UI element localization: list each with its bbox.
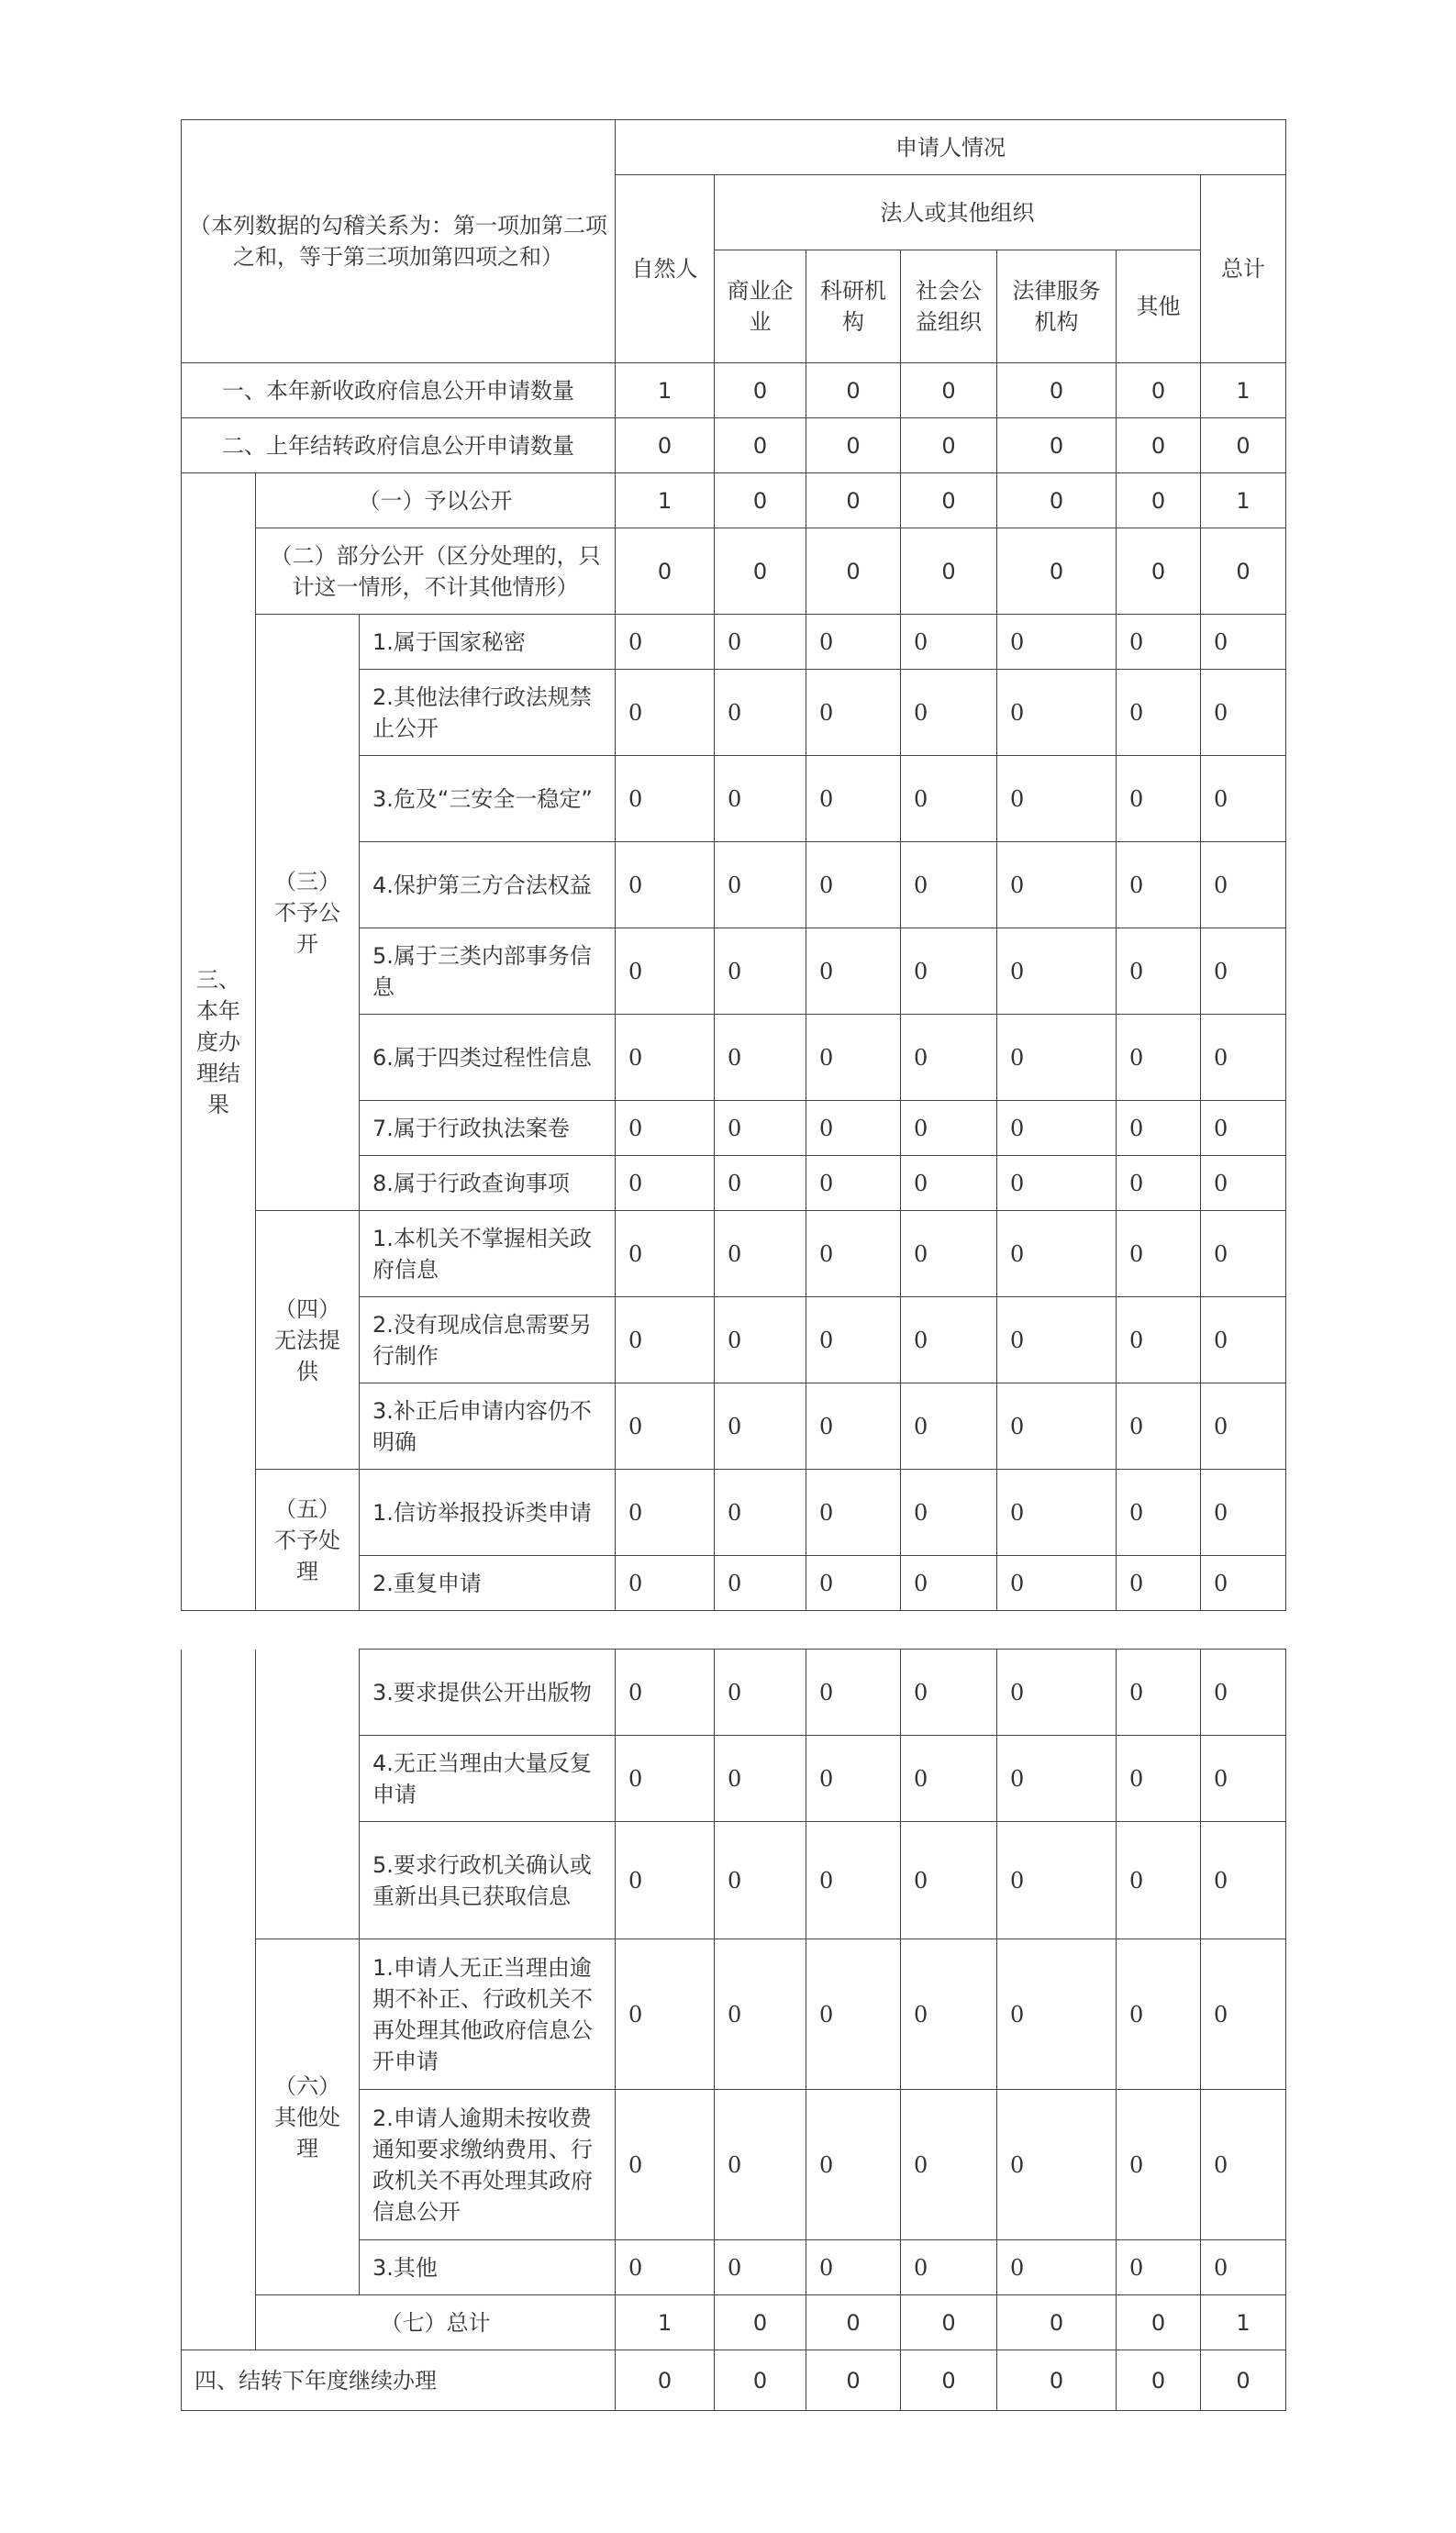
report-table-part1 bbox=[181, 119, 1286, 1611]
cell-value: 0 bbox=[901, 1650, 997, 1736]
item-label: 6.属于四类过程性信息 bbox=[360, 1015, 616, 1101]
cell-value: 0 bbox=[715, 1297, 806, 1383]
cell-value: 0 bbox=[1201, 2090, 1286, 2240]
cell-value: 0 bbox=[1201, 528, 1286, 615]
cell-value: 0 bbox=[1117, 1470, 1201, 1556]
social-welfare-header: 社会公益组织 bbox=[901, 250, 997, 363]
total-header: 总计 bbox=[1201, 175, 1286, 363]
cell-value: 0 bbox=[901, 528, 997, 615]
cell-value: 0 bbox=[997, 842, 1117, 928]
cell-value: 0 bbox=[997, 1939, 1117, 2090]
cell-value: 0 bbox=[806, 1650, 901, 1736]
cell-value: 0 bbox=[806, 1383, 901, 1470]
cell-value: 0 bbox=[901, 1383, 997, 1470]
table-row bbox=[182, 418, 1286, 473]
cell-value: 0 bbox=[806, 2090, 901, 2240]
table-row bbox=[182, 363, 1286, 418]
row-label: （一）予以公开 bbox=[256, 473, 616, 528]
cell-value: 0 bbox=[901, 1939, 997, 2090]
group-label: （三）不予公开 bbox=[256, 615, 360, 1211]
cell-value: 0 bbox=[1117, 1297, 1201, 1383]
cell-value: 0 bbox=[616, 842, 715, 928]
cell-value: 0 bbox=[901, 473, 997, 528]
natural-person-header: 自然人 bbox=[616, 175, 715, 363]
group5-continuation bbox=[256, 1650, 360, 1939]
cell-value: 0 bbox=[901, 756, 997, 842]
cell-value: 0 bbox=[1117, 615, 1201, 670]
item-label: 3.其他 bbox=[360, 2240, 616, 2295]
cell-value: 0 bbox=[616, 2350, 715, 2411]
cell-value: 0 bbox=[997, 1015, 1117, 1101]
cell-value: 0 bbox=[901, 1822, 997, 1939]
cell-value: 0 bbox=[806, 1470, 901, 1556]
table-row bbox=[182, 2350, 1286, 2411]
item-label: 2.其他法律行政法规禁止公开 bbox=[360, 670, 616, 756]
cell-value: 0 bbox=[616, 1156, 715, 1211]
cell-value: 1 bbox=[616, 2295, 715, 2350]
cell-value: 0 bbox=[616, 756, 715, 842]
table-row bbox=[182, 528, 1286, 615]
cell-value: 1 bbox=[1201, 363, 1286, 418]
cell-value: 0 bbox=[715, 2295, 806, 2350]
cell-value: 0 bbox=[616, 2240, 715, 2295]
cell-value: 0 bbox=[901, 1470, 997, 1556]
cell-value: 0 bbox=[901, 1211, 997, 1297]
cell-value: 0 bbox=[997, 2090, 1117, 2240]
cell-value: 0 bbox=[997, 1156, 1117, 1211]
cell-value: 0 bbox=[715, 1556, 806, 1611]
cell-value: 0 bbox=[806, 1939, 901, 2090]
cell-value: 0 bbox=[901, 2295, 997, 2350]
cell-value: 0 bbox=[715, 1470, 806, 1556]
cell-value: 0 bbox=[1201, 615, 1286, 670]
cell-value: 0 bbox=[997, 1736, 1117, 1822]
cell-value: 0 bbox=[715, 842, 806, 928]
cell-value: 0 bbox=[806, 1297, 901, 1383]
cell-value: 0 bbox=[1117, 1650, 1201, 1736]
cell-value: 0 bbox=[806, 670, 901, 756]
item-label: 3.危及“三安全一稳定” bbox=[360, 756, 616, 842]
cell-value: 0 bbox=[616, 1383, 715, 1470]
cell-value: 0 bbox=[715, 670, 806, 756]
cell-value: 0 bbox=[1117, 1211, 1201, 1297]
cell-value: 0 bbox=[1117, 2295, 1201, 2350]
item-label: 2.重复申请 bbox=[360, 1556, 616, 1611]
cell-value: 0 bbox=[616, 670, 715, 756]
item-label: 1.申请人无正当理由逾期不补正、行政机关不再处理其他政府信息公开申请 bbox=[360, 1939, 616, 2090]
cell-value: 0 bbox=[1117, 528, 1201, 615]
row-label: （二）部分公开（区分处理的，只计这一情形，不计其他情形） bbox=[256, 528, 616, 615]
cell-value: 0 bbox=[901, 363, 997, 418]
cell-value: 0 bbox=[806, 418, 901, 473]
cell-value: 0 bbox=[715, 615, 806, 670]
cell-value: 0 bbox=[997, 363, 1117, 418]
cell-value: 0 bbox=[1201, 1556, 1286, 1611]
cell-value: 0 bbox=[901, 1156, 997, 1211]
cell-value: 0 bbox=[901, 1101, 997, 1156]
cell-value: 0 bbox=[1201, 1736, 1286, 1822]
cell-value: 1 bbox=[1201, 473, 1286, 528]
cell-value: 0 bbox=[901, 615, 997, 670]
cell-value: 0 bbox=[806, 1822, 901, 1939]
item-label: 3.补正后申请内容仍不明确 bbox=[360, 1383, 616, 1470]
cell-value: 0 bbox=[901, 2240, 997, 2295]
cell-value: 0 bbox=[997, 1383, 1117, 1470]
cell-value: 0 bbox=[1117, 1556, 1201, 1611]
cell-value: 0 bbox=[997, 1650, 1117, 1736]
item-label: 5.要求行政机关确认或重新出具已获取信息 bbox=[360, 1822, 616, 1939]
row-label: （七）总计 bbox=[256, 2295, 616, 2350]
cell-value: 0 bbox=[901, 2090, 997, 2240]
cell-value: 0 bbox=[1117, 928, 1201, 1015]
cell-value: 0 bbox=[806, 2295, 901, 2350]
cell-value: 0 bbox=[901, 842, 997, 928]
cell-value: 0 bbox=[997, 2240, 1117, 2295]
calc-note-cell: （本列数据的勾稽关系为：第一项加第二项之和，等于第三项加第四项之和） bbox=[182, 120, 616, 363]
cell-value: 0 bbox=[616, 928, 715, 1015]
cell-value: 0 bbox=[806, 473, 901, 528]
cell-value: 0 bbox=[715, 1383, 806, 1470]
row-label: 一、本年新收政府信息公开申请数量 bbox=[182, 363, 616, 418]
cell-value: 0 bbox=[806, 2350, 901, 2411]
cell-value: 0 bbox=[901, 1556, 997, 1611]
cell-value: 0 bbox=[1201, 1383, 1286, 1470]
table-row bbox=[182, 1211, 1286, 1297]
group-label: （六）其他处理 bbox=[256, 1939, 360, 2295]
cell-value: 0 bbox=[715, 928, 806, 1015]
cell-value: 0 bbox=[1201, 1650, 1286, 1736]
item-label: 5.属于三类内部事务信息 bbox=[360, 928, 616, 1015]
cell-value: 0 bbox=[1201, 1015, 1286, 1101]
cell-value: 0 bbox=[1201, 1211, 1286, 1297]
cell-value: 0 bbox=[901, 418, 997, 473]
cell-value: 0 bbox=[715, 418, 806, 473]
cell-value: 0 bbox=[997, 418, 1117, 473]
group-label: （五）不予处理 bbox=[256, 1470, 360, 1611]
cell-value: 0 bbox=[1201, 670, 1286, 756]
cell-value: 0 bbox=[997, 473, 1117, 528]
applicant-situation-header: 申请人情况 bbox=[616, 120, 1286, 175]
cell-value: 0 bbox=[616, 1470, 715, 1556]
cell-value: 0 bbox=[1201, 842, 1286, 928]
cell-value: 0 bbox=[1117, 1822, 1201, 1939]
research-header: 科研机构 bbox=[806, 250, 901, 363]
cell-value: 0 bbox=[901, 1736, 997, 1822]
cell-value: 0 bbox=[1117, 670, 1201, 756]
section3-continuation bbox=[182, 1650, 256, 2350]
cell-value: 0 bbox=[1201, 2350, 1286, 2411]
cell-value: 0 bbox=[616, 1101, 715, 1156]
cell-value: 0 bbox=[997, 615, 1117, 670]
cell-value: 0 bbox=[1117, 418, 1201, 473]
item-label: 7.属于行政执法案卷 bbox=[360, 1101, 616, 1156]
cell-value: 0 bbox=[1117, 2240, 1201, 2295]
cell-value: 0 bbox=[616, 1822, 715, 1939]
section3-label: 三、本年度办理结果 bbox=[182, 473, 256, 1611]
cell-value: 0 bbox=[806, 1156, 901, 1211]
cell-value: 0 bbox=[1117, 1383, 1201, 1470]
item-label: 2.申请人逾期未按收费通知要求缴纳费用、行政机关不再处理其政府信息公开 bbox=[360, 2090, 616, 2240]
cell-value: 0 bbox=[1117, 1939, 1201, 2090]
item-label: 1.本机关不掌握相关政府信息 bbox=[360, 1211, 616, 1297]
cell-value: 0 bbox=[806, 363, 901, 418]
cell-value: 0 bbox=[997, 1101, 1117, 1156]
cell-value: 0 bbox=[1201, 1101, 1286, 1156]
other-header: 其他 bbox=[1117, 250, 1201, 363]
cell-value: 0 bbox=[1117, 363, 1201, 418]
cell-value: 0 bbox=[1117, 1015, 1201, 1101]
cell-value: 0 bbox=[715, 2090, 806, 2240]
cell-value: 0 bbox=[616, 1736, 715, 1822]
cell-value: 0 bbox=[901, 928, 997, 1015]
cell-value: 0 bbox=[997, 1822, 1117, 1939]
cell-value: 0 bbox=[1201, 928, 1286, 1015]
cell-value: 0 bbox=[806, 756, 901, 842]
cell-value: 0 bbox=[1201, 1939, 1286, 2090]
cell-value: 0 bbox=[1117, 1101, 1201, 1156]
cell-value: 0 bbox=[715, 363, 806, 418]
cell-value: 0 bbox=[806, 1101, 901, 1156]
item-label: 3.要求提供公开出版物 bbox=[360, 1650, 616, 1736]
cell-value: 0 bbox=[1201, 1297, 1286, 1383]
cell-value: 0 bbox=[1201, 756, 1286, 842]
cell-value: 0 bbox=[616, 418, 715, 473]
cell-value: 0 bbox=[616, 615, 715, 670]
cell-value: 0 bbox=[806, 1556, 901, 1611]
group-label: （四）无法提供 bbox=[256, 1211, 360, 1470]
cell-value: 0 bbox=[806, 928, 901, 1015]
item-label: 8.属于行政查询事项 bbox=[360, 1156, 616, 1211]
cell-value: 0 bbox=[997, 2295, 1117, 2350]
table-row bbox=[182, 1650, 1286, 1736]
table-row bbox=[182, 1939, 1286, 2090]
item-label: 1.信访举报投诉类申请 bbox=[360, 1470, 616, 1556]
cell-value: 1 bbox=[616, 363, 715, 418]
cell-value: 0 bbox=[806, 615, 901, 670]
cell-value: 0 bbox=[1117, 756, 1201, 842]
cell-value: 0 bbox=[715, 1650, 806, 1736]
cell-value: 0 bbox=[806, 1736, 901, 1822]
item-label: 2.没有现成信息需要另行制作 bbox=[360, 1297, 616, 1383]
cell-value: 0 bbox=[1201, 1822, 1286, 1939]
cell-value: 0 bbox=[997, 670, 1117, 756]
cell-value: 0 bbox=[997, 928, 1117, 1015]
cell-value: 0 bbox=[616, 1650, 715, 1736]
cell-value: 0 bbox=[1201, 1156, 1286, 1211]
commercial-header: 商业企业 bbox=[715, 250, 806, 363]
cell-value: 0 bbox=[806, 528, 901, 615]
cell-value: 0 bbox=[616, 2090, 715, 2240]
cell-value: 0 bbox=[806, 842, 901, 928]
cell-value: 0 bbox=[901, 670, 997, 756]
table-row bbox=[182, 2295, 1286, 2350]
cell-value: 0 bbox=[997, 528, 1117, 615]
cell-value: 0 bbox=[715, 528, 806, 615]
cell-value: 0 bbox=[997, 1211, 1117, 1297]
legal-orgs-header: 法人或其他组织 bbox=[715, 175, 1201, 250]
cell-value: 0 bbox=[1117, 473, 1201, 528]
cell-value: 0 bbox=[616, 1015, 715, 1101]
cell-value: 0 bbox=[616, 1297, 715, 1383]
cell-value: 0 bbox=[1117, 842, 1201, 928]
cell-value: 0 bbox=[1117, 1156, 1201, 1211]
item-label: 4.保护第三方合法权益 bbox=[360, 842, 616, 928]
cell-value: 0 bbox=[806, 2240, 901, 2295]
cell-value: 0 bbox=[1201, 418, 1286, 473]
cell-value: 0 bbox=[901, 2350, 997, 2411]
cell-value: 0 bbox=[1201, 1470, 1286, 1556]
cell-value: 0 bbox=[715, 756, 806, 842]
cell-value: 0 bbox=[1117, 1736, 1201, 1822]
cell-value: 0 bbox=[715, 1101, 806, 1156]
cell-value: 0 bbox=[715, 1015, 806, 1101]
cell-value: 0 bbox=[715, 2240, 806, 2295]
cell-value: 0 bbox=[997, 2350, 1117, 2411]
cell-value: 0 bbox=[616, 1939, 715, 2090]
cell-value: 0 bbox=[901, 1015, 997, 1101]
legal-service-header: 法律服务机构 bbox=[997, 250, 1117, 363]
row-label: 二、上年结转政府信息公开申请数量 bbox=[182, 418, 616, 473]
cell-value: 0 bbox=[1201, 2240, 1286, 2295]
item-label: 1.属于国家秘密 bbox=[360, 615, 616, 670]
table-row bbox=[182, 473, 1286, 528]
report-table-part2 bbox=[181, 1649, 1286, 2411]
cell-value: 0 bbox=[715, 1156, 806, 1211]
cell-value: 0 bbox=[715, 2350, 806, 2411]
cell-value: 1 bbox=[616, 473, 715, 528]
cell-value: 0 bbox=[715, 1822, 806, 1939]
cell-value: 0 bbox=[616, 1211, 715, 1297]
table-row bbox=[182, 615, 1286, 670]
cell-value: 0 bbox=[715, 1211, 806, 1297]
cell-value: 1 bbox=[1201, 2295, 1286, 2350]
row-label: 四、结转下年度继续办理 bbox=[182, 2350, 616, 2411]
cell-value: 0 bbox=[1117, 2090, 1201, 2240]
cell-value: 0 bbox=[1117, 2350, 1201, 2411]
cell-value: 0 bbox=[901, 1297, 997, 1383]
cell-value: 0 bbox=[997, 1556, 1117, 1611]
cell-value: 0 bbox=[616, 528, 715, 615]
cell-value: 0 bbox=[806, 1015, 901, 1101]
cell-value: 0 bbox=[806, 1211, 901, 1297]
cell-value: 0 bbox=[715, 1736, 806, 1822]
cell-value: 0 bbox=[715, 1939, 806, 2090]
cell-value: 0 bbox=[997, 756, 1117, 842]
cell-value: 0 bbox=[997, 1470, 1117, 1556]
item-label: 4.无正当理由大量反复申请 bbox=[360, 1736, 616, 1822]
cell-value: 0 bbox=[715, 473, 806, 528]
table-row bbox=[182, 1470, 1286, 1556]
cell-value: 0 bbox=[616, 1556, 715, 1611]
cell-value: 0 bbox=[997, 1297, 1117, 1383]
